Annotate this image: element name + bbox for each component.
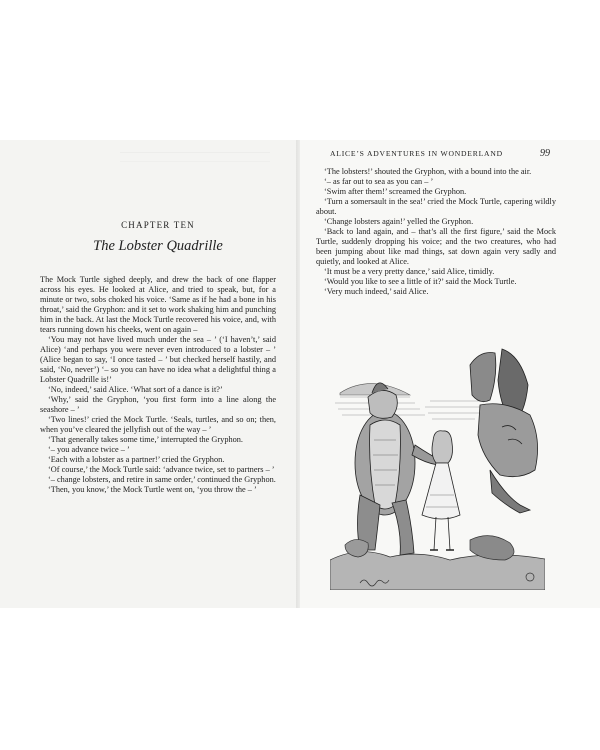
paragraph: ‘No, indeed,’ said Alice. ‘What sort of a dance is it?’ <box>48 385 223 394</box>
paragraph: ‘Would you like to see a little of it?’ said the Mock Turtle. <box>324 277 517 286</box>
left-page-text <box>40 275 276 495</box>
paragraph: ‘Very much indeed,’ said Alice. <box>324 287 429 296</box>
paragraph: ‘Change lobsters again!’ yelled the Gryphon. <box>324 217 474 226</box>
gryphon <box>470 349 538 513</box>
paragraph: ‘It must be a very pretty dance,’ said Alice, timidly. <box>324 267 495 276</box>
paragraph: ‘Of course,’ the Mock Turtle said: ‘advance twice, set to partners – ’ <box>48 465 275 474</box>
paragraph: ‘– as far out to sea as you can – ’ <box>324 177 434 186</box>
paragraph: ‘Why,’ said the Gryphon, ‘you first form into a line along the seashore – ’ <box>40 395 276 414</box>
chapter-title: The Lobster Quadrille <box>93 238 223 254</box>
paragraph: ‘That generally takes some time,’ interrupted the Gryphon. <box>48 435 243 444</box>
paragraph: The Mock Turtle sighed deeply, and drew the back of one flapper across his eyes. He looked at Alice, and tried to speak, but, for a minute or two, sobs choked his voice. ‘Same as if he had a bone in his throat,’ said the Gryphon: and it set to work shaking him and punching him in the back. At last the Mock Turtle recovered his voice, and, with tears running down his cheeks, went on again – <box>40 275 276 334</box>
paragraph: ‘The lobsters!’ shouted the Gryphon, with a bound into the air. <box>324 167 532 176</box>
paragraph: ‘You may not have lived much under the sea – ’ (‘I haven’t,’ said Alice) ‘and perhaps you were never even introduced to a lobster – ’ (Alice began to say, ‘I once tasted – ’ but checked herself hastily, and said, ‘No, never’) ‘– so you can have no idea what a delightful thing a Lobster Quadrille is!’ <box>40 335 276 384</box>
sea-hatching <box>335 397 485 419</box>
shore-rocks <box>330 536 545 590</box>
page-number: 99 <box>540 148 550 159</box>
paragraph: ‘– you advance twice – ’ <box>48 445 130 454</box>
paragraph: ‘Two lines!’ cried the Mock Turtle. ‘Seals, turtles, and so on; then, when you’ve cleared the jellyfish out of the way – ’ <box>40 415 276 434</box>
paragraph: ‘Swim after them!’ screamed the Gryphon. <box>324 187 467 196</box>
paragraph: ‘Then, you know,’ the Mock Turtle went on, ‘you throw the – ’ <box>48 485 257 494</box>
chapter-number: CHAPTER TEN <box>121 220 195 230</box>
right-page-text <box>316 167 556 297</box>
alice <box>422 431 460 550</box>
paragraph: ‘Turn a somersault in the sea!’ cried the Mock Turtle, capering wildly about. <box>316 197 556 216</box>
paragraph: ‘– change lobsters, and retire in same order,’ continued the Gryphon. <box>48 475 276 484</box>
illustration-lobster-quadrille <box>330 345 545 590</box>
mock-turtle <box>355 383 440 555</box>
paragraph: ‘Back to land again, and – that’s all the first figure,’ said the Mock Turtle, suddenly dropping his voice; and the two creatures, who had been jumping about like mad things, sat down again very sadly and quietly, and looked at Alice. <box>316 227 556 266</box>
left-page <box>0 140 298 608</box>
book-spread <box>0 140 600 608</box>
paragraph: ‘Each with a lobster as a partner!’ cried the Gryphon. <box>48 455 225 464</box>
running-header: ALICE’S ADVENTURES IN WONDERLAND <box>330 149 503 158</box>
show-through-text <box>120 152 270 162</box>
